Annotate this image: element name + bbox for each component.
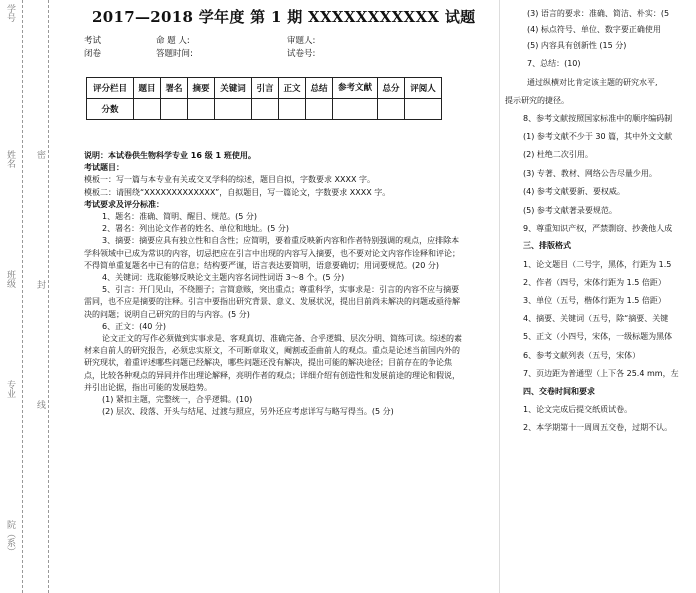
req-body-item-2: (2) 层次、段落、开头与结尾、过渡与照应，另外还应考虑详写与略写得当。(5 分) bbox=[102, 407, 394, 417]
rp-line: 提示研究的捷径。 bbox=[505, 96, 569, 105]
score-col-intro: 引言 bbox=[252, 78, 279, 99]
score-col-total: 总分 bbox=[378, 78, 405, 99]
page-separator bbox=[499, 0, 500, 593]
rp-line: (1) 参考文献不少于 30 篇，其中外文文献 bbox=[523, 132, 673, 141]
proposer-label: 命 题 人: bbox=[156, 36, 190, 46]
score-cell bbox=[252, 99, 279, 120]
rp-line: 7、总结：(10) bbox=[527, 59, 581, 68]
rp-line: 5、正文（小四号，宋体，一级标题为黑体 bbox=[523, 332, 673, 341]
page-title: 2017—2018 学年度 第 1 期 XXXXXXXXXXX 试题 bbox=[92, 8, 476, 26]
requirements-heading: 考试要求及评分标准： bbox=[84, 199, 164, 209]
score-row-label: 分数 bbox=[87, 99, 134, 120]
rp-line: 9、尊重知识产权，严禁剽窃、抄袭他人成 bbox=[523, 224, 673, 233]
req-abstract: 3、摘要：摘要应具有独立性和自含性；应简明，要着重反映新内容和作者特别强调的观点，应排除本学科领域中已成为常识的内容，切忌把应在引言中出现的内容写入摘要，也不要对论文内容作诠释和评论；不得简单重复题名中已有的信息；结构要严谨，语言表达要简明，语意要确切；用词要规范。(20 分) bbox=[84, 236, 460, 270]
usage-note: 说明：本试卷供生物科学专业 16 级 1 班使用。 bbox=[84, 151, 256, 160]
margin-rule bbox=[22, 0, 23, 593]
exam-body bbox=[84, 150, 462, 418]
margin-label-student-id: 学号 bbox=[5, 4, 15, 22]
closed-book-label: 闭卷 bbox=[84, 49, 102, 59]
score-table-score-row bbox=[87, 99, 442, 120]
margin-label-dept: 院（系） bbox=[5, 520, 15, 556]
req-body-text: 论文正文的写作必须做到实事求是、客观真切、准确完备、合乎逻辑、层次分明、简练可读。综述的素材来自前人的研究报告，必须忠实原文，不可断章取义，阉割或歪曲前人的观点。重点是论述当前国内外的研究现状，着重评述哪些问题已经解决，哪些问题还没有解决，提出可能的解决途径；目前存在的争论焦点，比较各种观点的异同并作出理论解释，亮明作者的观点；详细介绍有创造性和发展前途的理论和假说，并引出论据，指出可能的发展趋势。 bbox=[84, 334, 462, 392]
req-title: 1、题名：准确、简明、醒目、规范。(5 分) bbox=[102, 212, 257, 222]
score-cell bbox=[405, 99, 442, 120]
rp-line: 1、论文题目（二号字，黑体，行距为 1.5 bbox=[523, 260, 672, 269]
score-cell bbox=[161, 99, 188, 120]
rp-line: (2) 杜绝二次引用。 bbox=[523, 150, 593, 159]
score-col-summary: 总结 bbox=[306, 78, 333, 99]
rp-heading-layout: 三、排版格式 bbox=[523, 241, 571, 250]
exam-label: 考试 bbox=[84, 36, 102, 46]
score-col-keywords: 关键词 bbox=[215, 78, 252, 99]
req-keywords: 4、关键词：选取能够反映论文主题内容名词性词语 3～8 个。(5 分) bbox=[102, 273, 345, 283]
score-col-title: 题目 bbox=[134, 78, 161, 99]
score-col-grader: 评阅人 bbox=[405, 78, 442, 99]
rp-heading-submission: 四、交卷时间和要求 bbox=[523, 387, 595, 396]
seal-mark-feng: 封 bbox=[35, 280, 45, 289]
topic-heading: 考试题目： bbox=[84, 163, 124, 173]
rp-line: (4) 标点符号、单位、数字要正确使用 bbox=[527, 25, 661, 34]
req-intro: 5、引言：开门见山，不绕圈子；言简意赅，突出重点；尊重科学，实事求是：引言的内容不应与摘要雷同，也不应是摘要的注释。引言中要指出研究背景、意义、发展状况，提出目前尚未解决的问题或亟待解决的问题；说明自己研究的目的与内容。(5 分) bbox=[84, 285, 460, 319]
binding-margin bbox=[0, 0, 22, 593]
score-col-item: 评分栏目 bbox=[87, 78, 134, 99]
score-cell bbox=[188, 99, 215, 120]
rp-line: (5) 内容具有创新性 (15 分) bbox=[527, 41, 627, 50]
rp-line: (4) 参考文献要新、要权威。 bbox=[523, 187, 625, 196]
margin-label-major: 专业 bbox=[5, 380, 15, 398]
exam-page-right bbox=[505, 0, 696, 593]
rp-line: 通过纵横对比肯定该主题的研究水平, bbox=[527, 78, 658, 87]
score-col-references: 参考文献 bbox=[333, 78, 378, 99]
score-cell bbox=[306, 99, 333, 120]
margin-label-class: 班级 bbox=[5, 270, 15, 288]
rp-line: 8、参考文献按照国家标准中的顺序编码制 bbox=[523, 114, 673, 123]
score-cell bbox=[134, 99, 161, 120]
score-cell bbox=[215, 99, 252, 120]
topic-template-2: 模板二：请围绕“XXXXXXXXXXXXX”，自拟题目，写一篇论文，字数要求 XXXX 字。 bbox=[84, 187, 391, 197]
margin-label-name: 姓名 bbox=[5, 150, 15, 168]
score-cell bbox=[378, 99, 405, 120]
rp-line: 7、页边距为普通型（上下各 25.4 mm，左 bbox=[523, 369, 679, 378]
score-table bbox=[86, 77, 442, 120]
req-author: 2、署名：列出论文作者的姓名、单位和地址。(5 分) bbox=[102, 224, 289, 234]
seal-mark-xian: 线 bbox=[35, 400, 45, 409]
score-col-body: 正文 bbox=[279, 78, 306, 99]
topic-template-1: 模板一：写一篇与本专业有关或交叉学科的综述，题目自拟，字数要求 XXXX 字。 bbox=[84, 175, 376, 185]
rp-line: 4、摘要、关键词（五号，除“摘要、关键 bbox=[523, 314, 669, 323]
reviewer-label: 审题人: bbox=[287, 36, 316, 46]
score-cell bbox=[279, 99, 306, 120]
rp-line: 3、单位（五号，楷体行距为 1.5 倍距） bbox=[523, 296, 666, 305]
rp-line: (3) 语言的要求：准确、简洁、朴实：(5 bbox=[527, 9, 670, 18]
score-col-author: 署名 bbox=[161, 78, 188, 99]
answer-time-label: 答题时间: bbox=[156, 49, 193, 59]
seal-mark-mi: 密 bbox=[35, 150, 45, 159]
rp-line: (5) 参考文献著录要规范。 bbox=[523, 206, 617, 215]
score-table-header-row bbox=[87, 78, 442, 99]
score-col-abstract: 摘要 bbox=[188, 78, 215, 99]
rp-line: 1、论文完成后提交纸质试卷。 bbox=[523, 405, 633, 414]
paper-number-label: 试卷号: bbox=[287, 49, 316, 59]
rp-line: 2、本学期第十一周周五交卷，过期不认。 bbox=[523, 423, 673, 432]
req-body: 6、正文：(40 分) bbox=[102, 321, 167, 331]
rp-line: 2、作者（四号，宋体行距为 1.5 倍距） bbox=[523, 278, 666, 287]
score-cell bbox=[333, 99, 378, 120]
rp-line: (3) 专著、教材、网络公告尽量少用。 bbox=[523, 169, 657, 178]
exam-page-left bbox=[78, 0, 500, 593]
rp-line: 6、参考文献列表（五号，宋体） bbox=[523, 351, 641, 360]
req-body-item-1: (1) 紧扣主题，完整统一，合乎逻辑。(10) bbox=[102, 395, 253, 405]
seal-line bbox=[48, 0, 49, 593]
